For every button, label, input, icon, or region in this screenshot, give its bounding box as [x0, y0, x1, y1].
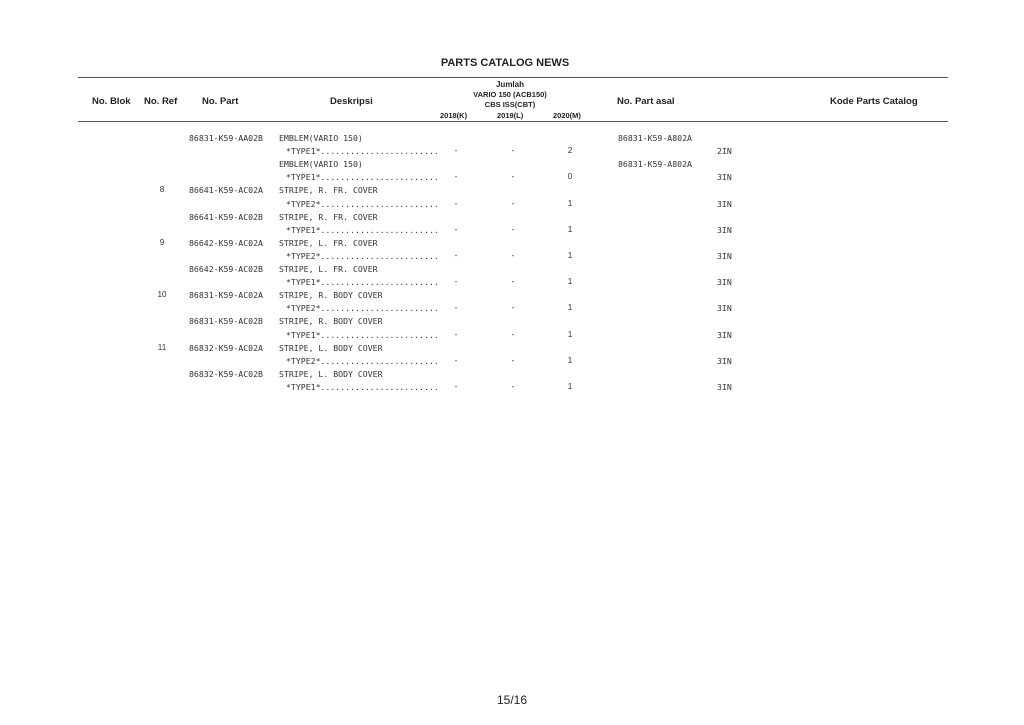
row-description: STRIPE, L. FR. COVER [279, 237, 378, 248]
row-kode-catalog: 3IN [717, 277, 732, 288]
row-description: STRIPE, L. BODY COVER [279, 342, 383, 353]
row-part-number: 86642-K59-AC02A [189, 237, 263, 248]
row-description: EMBLEM(VARIO 150) [279, 133, 363, 143]
header-no-blok: No. Blok [92, 96, 131, 107]
row-description: STRIPE, R. FR. COVER [279, 211, 378, 222]
document-title: PARTS CATALOG NEWS [440, 57, 570, 69]
row-qty-2018: - [454, 355, 458, 365]
row-type-label: *TYPE2*........................ [286, 250, 439, 261]
row-qty-2019: - [511, 198, 515, 208]
row-kode-catalog: 3IN [717, 198, 732, 209]
row-part-asal: 86831-K59-A802A [618, 133, 692, 143]
row-qty-2019: - [511, 224, 515, 234]
row-type-label: *TYPE2*........................ [286, 303, 439, 314]
row-qty-2018: - [454, 303, 458, 313]
header-no-part-asal: No. Part asal [617, 96, 675, 107]
row-qty-2019: - [511, 329, 515, 339]
row-qty-2019: - [511, 277, 515, 287]
row-qty-2018: - [454, 224, 458, 234]
row-type-label: *TYPE2*........................ [286, 198, 439, 209]
row-part-number: 86832-K59-AC02A [189, 342, 263, 353]
row-qty-2018: - [454, 172, 458, 182]
row-part-number: 86832-K59-AC02B [189, 368, 263, 379]
row-ref-number: 8 [159, 185, 165, 195]
row-qty-2020: 1 [567, 355, 573, 365]
row-type-label: *TYPE1*........................ [286, 381, 439, 392]
row-type-label: *TYPE2*........................ [286, 355, 439, 366]
row-kode-catalog: 3IN [717, 250, 732, 261]
header-bottom-rule [78, 121, 948, 122]
row-kode-catalog: 3IN [717, 381, 732, 392]
header-top-rule [78, 77, 948, 78]
row-qty-2019: - [511, 303, 515, 313]
row-qty-2019: - [511, 381, 515, 391]
row-description: STRIPE, L. FR. COVER [279, 264, 378, 274]
row-qty-2020: 1 [567, 329, 573, 339]
row-qty-2020: 1 [567, 277, 573, 287]
row-qty-2018: - [454, 250, 458, 260]
page-number: 15/16 [496, 693, 528, 707]
row-kode-catalog: 3IN [717, 224, 732, 235]
header-no-part: No. Part [202, 96, 239, 107]
header-jumlah: Jumlah [495, 80, 524, 89]
row-qty-2020: 2 [567, 146, 573, 156]
row-qty-2018: - [454, 329, 458, 339]
row-part-number: 86641-K59-AC02B [189, 211, 263, 222]
row-part-asal: 86831-K59-A802A [618, 159, 692, 170]
row-part-number: 86831-K59-AC02A [189, 290, 263, 301]
row-ref-number: 10 [157, 290, 167, 300]
row-kode-catalog: 3IN [717, 329, 732, 340]
row-qty-2018: - [454, 381, 458, 391]
row-qty-2020: 1 [567, 198, 573, 208]
row-kode-catalog: 3IN [717, 303, 732, 314]
row-qty-2019: - [511, 250, 515, 260]
row-kode-catalog: 2IN [717, 146, 732, 157]
row-ref-number: 11 [157, 342, 167, 352]
header-model-line-1: VARIO 150 (ACB150) [473, 90, 547, 99]
row-description: STRIPE, R. FR. COVER [279, 185, 378, 196]
row-qty-2020: 0 [567, 172, 573, 182]
header-no-ref: No. Ref [144, 96, 178, 107]
row-kode-catalog: 3IN [717, 172, 732, 183]
row-description: STRIPE, R. BODY COVER [279, 290, 383, 301]
row-part-number: 86641-K59-AC02A [189, 185, 263, 196]
header-kode-parts-catalog: Kode Parts Catalog [830, 96, 918, 107]
row-type-label: *TYPE1*........................ [286, 329, 439, 340]
row-qty-2018: - [454, 277, 458, 287]
row-type-label: *TYPE1*........................ [286, 172, 439, 183]
row-description: STRIPE, L. BODY COVER [279, 368, 383, 379]
row-qty-2020: 1 [567, 250, 573, 260]
row-qty-2019: - [511, 172, 515, 182]
row-qty-2018: - [454, 198, 458, 208]
row-kode-catalog: 3IN [717, 355, 732, 366]
row-qty-2020: 1 [567, 381, 573, 391]
row-qty-2018: - [454, 146, 458, 156]
header-year-2020: 2020(M) [553, 111, 581, 120]
row-description: EMBLEM(VARIO 150) [279, 159, 363, 170]
row-qty-2019: - [511, 355, 515, 365]
header-year-2019: 2019(L) [497, 111, 524, 120]
row-description: STRIPE, R. BODY COVER [279, 316, 383, 327]
header-model-line-2: CBS ISS(CBT) [484, 100, 536, 109]
row-part-number: 86831-K59-AC02B [189, 316, 263, 327]
row-part-number: 86642-K59-AC02B [189, 264, 263, 274]
header-deskripsi: Deskripsi [330, 96, 373, 107]
row-qty-2020: 1 [567, 224, 573, 234]
row-qty-2019: - [511, 146, 515, 156]
row-type-label: *TYPE1*........................ [286, 146, 439, 157]
row-type-label: *TYPE1*........................ [286, 277, 439, 288]
row-part-number: 86831-K59-AA02B [189, 133, 263, 143]
row-type-label: *TYPE1*........................ [286, 224, 439, 235]
header-year-2018: 2018(K) [440, 111, 468, 120]
row-ref-number: 9 [159, 237, 165, 247]
row-qty-2020: 1 [567, 303, 573, 313]
